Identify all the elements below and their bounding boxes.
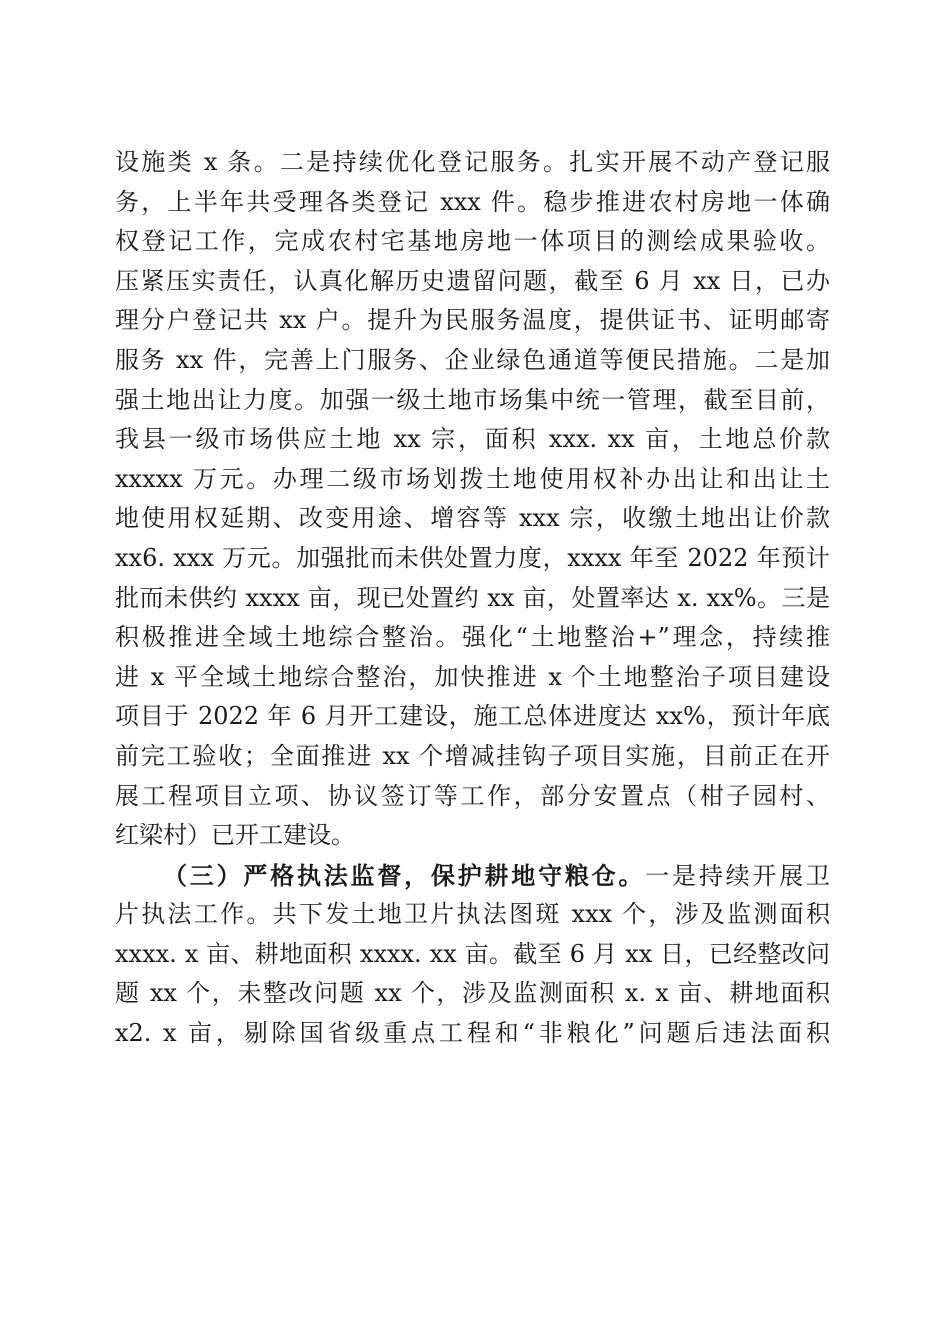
text-line: 红梁村）已开工建设。 [115,821,355,850]
text-line: 理分户登记共 xx 户。提升为民服务温度，提供证书、证明邮寄 [115,306,830,335]
text-line: 强土地出让力度。加强一级土地市场集中统一管理，截至目前， [115,385,830,414]
section-text: 一是持续开展卫 [645,861,830,890]
text-line: 务，上半年共受理各类登记 xxx 件。稳步推进农村房地一体确 [115,187,830,216]
text-line: xxxxx 万元。办理二级市场划拨土地使用权补办出让和出让土 [115,464,830,493]
text-line: xx6. xxx 万元。加强批而未供处置力度，xxxx 年至 2022 年预计 [115,543,830,572]
section-heading: （三）严格执法监督，保护耕地守粮仓。 [163,860,646,890]
text-line: 进 x 平全域土地综合整治，加快推进 x 个土地整治子项目建设 [115,662,830,691]
text-line: 我县一级市场供应土地 xx 宗，面积 xxx. xx 亩，土地总价款 [115,425,830,454]
text-line: 权登记工作，完成农村宅基地房地一体项目的测绘成果验收。 [115,227,830,256]
text-line: 片执法工作。共下发土地卫片执法图斑 xxx 个，涉及监测面积 [115,900,830,929]
text-line: x2. x 亩，剔除国省级重点工程和“非粮化”问题后违法面积 [115,1019,830,1048]
text-line: 服务 xx 件，完善上门服务、企业绿色通道等便民措施。二是加 [115,345,830,374]
text-line: 设施类 x 条。二是持续优化登记服务。扎实开展不动产登记服 [115,148,830,176]
body-text [115,143,830,1054]
text-line: 压紧压实责任，认真化解历史遗留问题，截至 6 月 xx 日，已办 [115,266,830,295]
text-line: xxxx. x 亩、耕地面积 xxxx. xx 亩。截至 6 月 xx 日，已经整改问 [115,939,830,968]
section-first-line [115,856,830,896]
text-line: 地使用权延期、改变用途、增容等 xxx 宗，收缴土地出让价款 [115,504,830,533]
text-line: 展工程项目立项、协议签订等工作，部分安置点（柑子园村、 [115,781,830,810]
text-line: 积极推进全域土地综合整治。强化“土地整治+”理念，持续推 [115,623,830,652]
text-line: 项目于 2022 年 6 月开工建设，施工总体进度达 xx%，预计年底 [115,702,830,731]
text-line: 题 xx 个，未整改问题 xx 个，涉及监测面积 x. x 亩、耕地面积 [115,979,830,1008]
text-line: 批而未供约 xxxx 亩，现已处置约 xx 亩，处置率达 x. xx%。三是 [115,583,830,612]
text-line: 前完工验收；全面推进 xx 个增减挂钩子项目实施，目前正在开 [115,741,830,770]
